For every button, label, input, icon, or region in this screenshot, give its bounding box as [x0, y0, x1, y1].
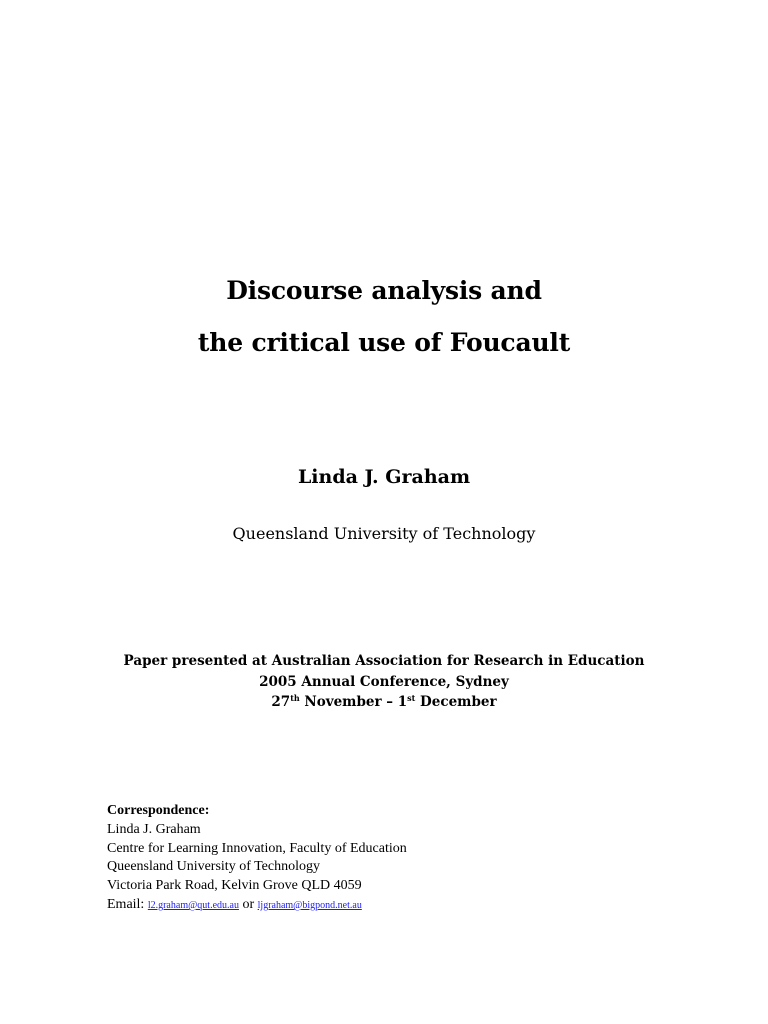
correspondence-department: Centre for Learning Innovation, Faculty of Education [107, 840, 407, 856]
email-link-qut[interactable]: l2.graham@qut.edu.au [147, 899, 239, 911]
conference-line-1: Paper presented at Australian Association for Research in Education [123, 653, 645, 669]
email-separator: or [238, 896, 258, 912]
date-end-suffix: st [407, 693, 416, 703]
email-label: Email: [107, 896, 148, 912]
correspondence-block [107, 802, 407, 916]
date-end-month: December [415, 694, 497, 710]
correspondence-heading: Correspondence: [107, 803, 210, 818]
paper-title-line-1: Discourse analysis and [226, 276, 542, 305]
email-link-bigpond[interactable]: ljgraham@bigpond.net.au [257, 899, 362, 911]
correspondence-institution: Queensland University of Technology [107, 859, 320, 875]
conference-dates [0, 694, 768, 710]
date-start-month: November – 1 [299, 694, 408, 710]
correspondence-name: Linda J. Graham [107, 821, 201, 837]
date-start-day: 27 [271, 694, 291, 710]
correspondence-email-line [107, 896, 407, 916]
paper-title-line-2: the critical use of Foucault [197, 328, 571, 357]
author-affiliation: Queensland University of Technology [232, 524, 536, 543]
date-start-suffix: th [290, 693, 300, 703]
author-name: Linda J. Graham [297, 466, 471, 488]
conference-line-2: 2005 Annual Conference, Sydney [259, 674, 509, 690]
correspondence-address: Victoria Park Road, Kelvin Grove QLD 4059 [107, 878, 362, 894]
